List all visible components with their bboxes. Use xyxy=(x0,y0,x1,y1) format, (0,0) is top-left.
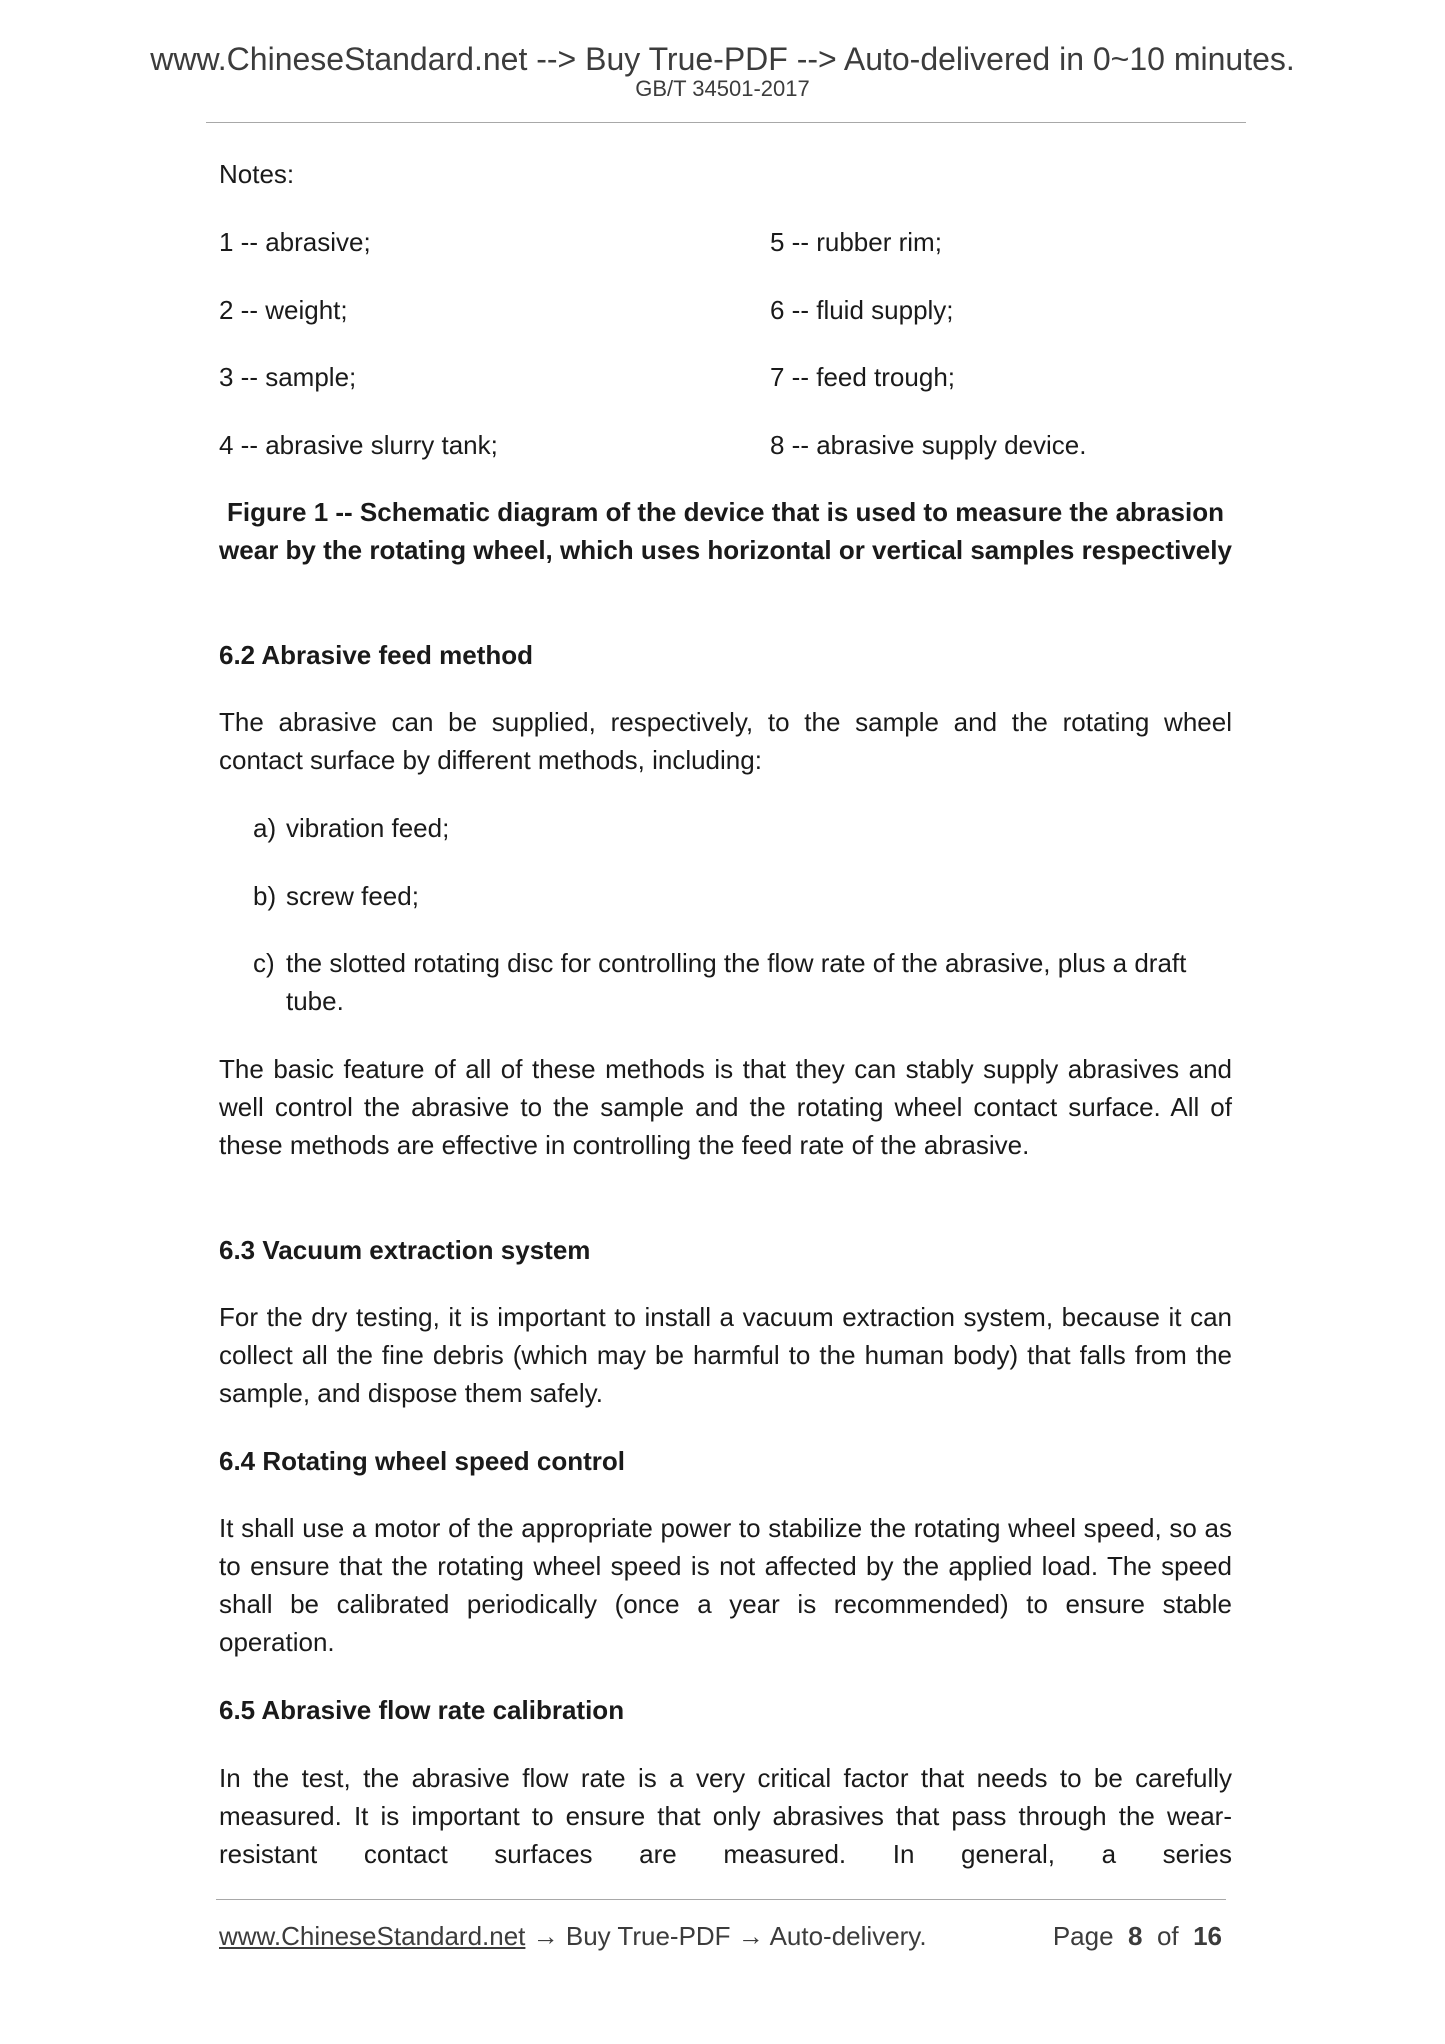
section-6-4-paragraph: It shall use a motor of the appropriate power to stabilize the rotating wheel speed, so as to ensure that the rotating wheel speed is not affected by the applied load. The speed shall be calibrated periodically (once a year is recommended) to ensure stable operation. xyxy=(219,1513,1232,1657)
section-6-5-paragraph: In the test, the abrasive flow rate is a very critical factor that needs to be carefully measured. It is important to ensure that only abrasives that pass through the wear-resistant contact surfaces are measured. In general, a series xyxy=(219,1763,1232,1869)
list-item-text: vibration feed; xyxy=(286,813,450,843)
header-banner: www.ChineseStandard.net --> Buy True-PDF --> Auto-delivered in 0~10 minutes. xyxy=(150,41,1295,77)
footer-site-link[interactable]: www.ChineseStandard.net xyxy=(219,1921,526,1951)
section-heading-6-4: 6.4 Rotating wheel speed control xyxy=(219,1446,625,1476)
list-item xyxy=(253,877,1232,915)
section-heading-6-2: 6.2 Abrasive feed method xyxy=(219,640,534,670)
section-6-3-paragraph: For the dry testing, it is important to install a vacuum extraction system, because it can collect all the fine debris (which may be harmful to the human body) that falls from the sample, and dispose them safely. xyxy=(219,1302,1232,1408)
list-marker: a) xyxy=(253,813,277,843)
list-item xyxy=(253,944,1232,1020)
page-label: Page xyxy=(1052,1921,1114,1951)
note-item: 8 -- abrasive supply device. xyxy=(770,430,1087,460)
page-current: 8 xyxy=(1128,1921,1143,1951)
page-of-label: of xyxy=(1156,1921,1179,1951)
note-item: 2 -- weight; xyxy=(219,295,348,325)
page-footer xyxy=(219,1918,1222,1954)
section-6-2-paragraph: The basic feature of all of these methods is that they can stably supply abrasives and well control the abrasive to the sample and the rotating wheel contact surface. All of these methods are effective in controlling the feed rate of the abrasive. xyxy=(219,1054,1232,1160)
note-item: 5 -- rubber rim; xyxy=(770,227,942,257)
list-marker: c) xyxy=(253,948,275,978)
notes-title: Notes: xyxy=(219,159,295,189)
section-heading-6-3: 6.3 Vacuum extraction system xyxy=(219,1235,591,1265)
footer-left xyxy=(219,1918,927,1954)
page-total: 16 xyxy=(1193,1921,1222,1951)
page-indicator xyxy=(1053,1918,1222,1954)
footer-tagline: → Buy True-PDF → Auto-delivery. xyxy=(525,1921,927,1951)
figure-caption: Figure 1 -- Schematic diagram of the device that is used to measure the abrasion wear by the rotating wheel, which uses horizontal or vertical samples respectively xyxy=(219,497,1232,565)
footer-divider xyxy=(216,1899,1226,1900)
section-6-2-paragraph: The abrasive can be supplied, respectively, to the sample and the rotating wheel contact surface by different methods, including: xyxy=(219,707,1232,775)
list-item xyxy=(253,809,1232,847)
note-item: 4 -- abrasive slurry tank; xyxy=(219,430,498,460)
section-heading-6-5: 6.5 Abrasive flow rate calibration xyxy=(219,1695,625,1725)
note-item: 6 -- fluid supply; xyxy=(770,295,954,325)
note-item: 7 -- feed trough; xyxy=(770,362,955,392)
note-item: 1 -- abrasive; xyxy=(219,227,371,257)
list-marker: b) xyxy=(253,881,277,911)
list-item-text: screw feed; xyxy=(286,881,419,911)
list-item-text: the slotted rotating disc for controlling the flow rate of the abrasive, plus a draft tube. xyxy=(286,948,1187,1016)
document-number: GB/T 34501-2017 xyxy=(635,76,810,101)
header-divider xyxy=(206,122,1246,123)
note-item: 3 -- sample; xyxy=(219,362,357,392)
